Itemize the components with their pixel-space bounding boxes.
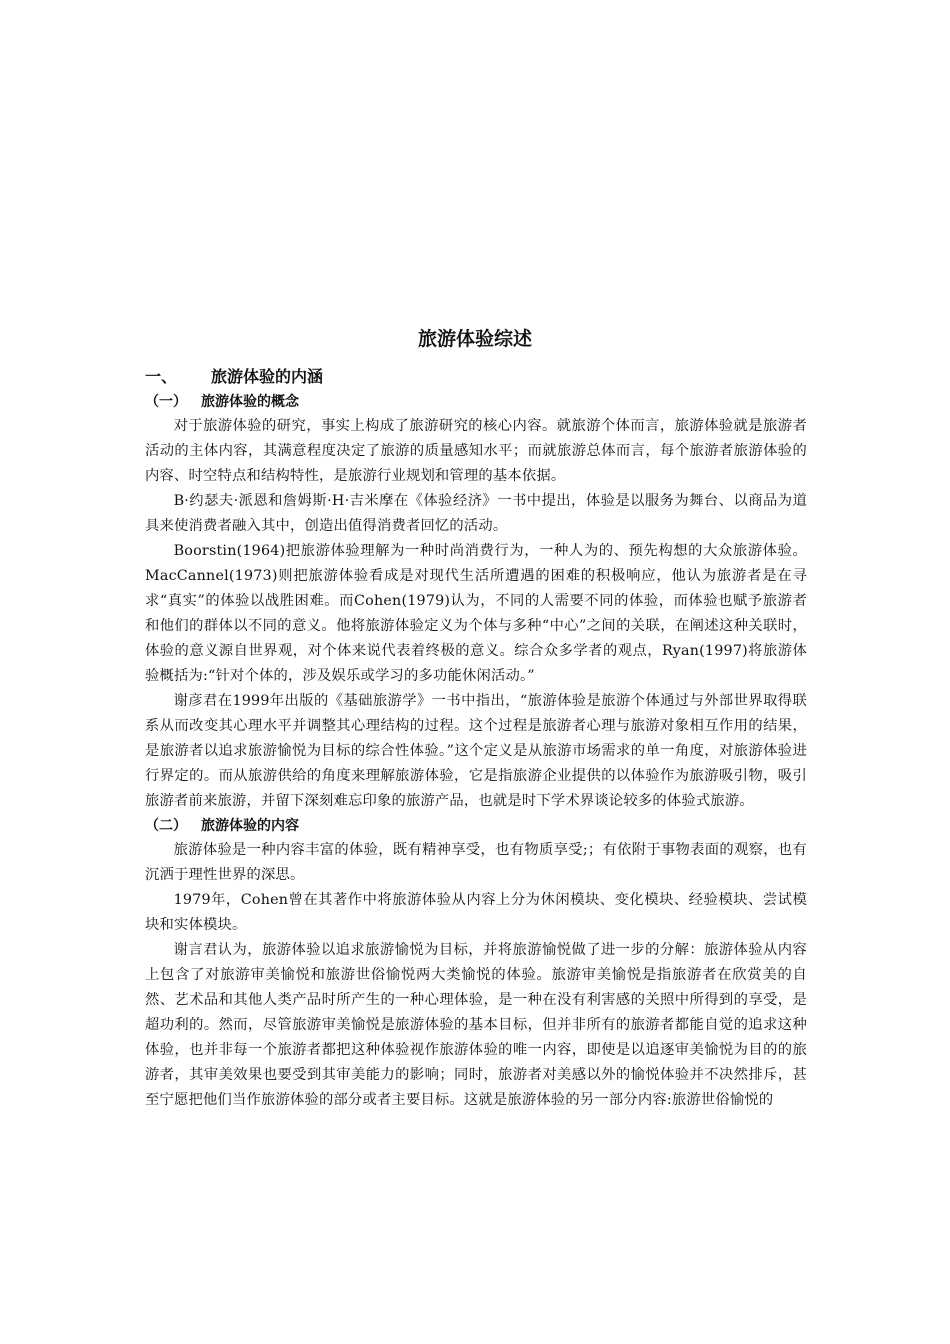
subsection-number: （一）: [145, 394, 187, 410]
paragraph: 谢言君认为，旅游体验以追求旅游愉悦为目标，并将旅游愉悦做了进一步的分解：旅游体验从内容上包含了对旅游审美愉悦和旅游世俗愉悦两大类愉悦的体验。旅游审美愉悦是指旅游者在欣赏美的自然、艺术品和其他人类产品时所产生的一种心理体验，是一种在没有利害感的关照中所得到的享受，是超功利的。然而，尽管旅游审美愉悦是旅游体验的基本目标，但并非所有的旅游者都能自觉的追求这种体验，也并非每一个旅游者都把这种体验视作旅游体验的唯一内容，即使是以追逐审美愉悦为目的的旅游者，其审美效果也要受到其审美能力的影响；同时，旅游者对美感以外的愉悦体验并不决然排斥，甚至宁愿把他们当作旅游体验的部分或者主要目标。这就是旅游体验的另一部分内容:旅游世俗愉悦的: [145, 942, 807, 1108]
subsection-title: 旅游体验的概念: [201, 394, 299, 410]
paragraph: 对于旅游体验的研究，事实上构成了旅游研究的核心内容。就旅游个体而言，旅游体验就是旅游者活动的主体内容，其满意程度决定了旅游的质量感知水平；而就旅游总体而言，每个旅游者旅游体验的内容、时空特点和结构特性，是旅游行业规划和管理的基本依据。: [145, 418, 807, 484]
document-title: 旅游体验综述: [417, 328, 532, 350]
subsection-heading: [145, 814, 807, 838]
subsection-heading: [145, 390, 807, 414]
paragraph: 1979年，Cohen曾在其著作中将旅游体验从内容上分为休闲模块、变化模块、经验模块、尝试模块和实体模块。: [145, 892, 807, 933]
subsection-number: （二）: [145, 818, 187, 834]
paragraph: 谢彦君在1999年出版的《基础旅游学》一书中指出，“旅游体验是旅游个体通过与外部世界取得联系从而改变其心理水平并调整其心理结构的过程。这个过程是旅游者心理与旅游对象相互作用的结果，是旅游者以追求旅游愉悦为目标的综合性体验。”这个定义是从旅游市场需求的单一角度，对旅游体验进行界定的。而从旅游供给的角度来理解旅游体验，它是指旅游企业提供的以体验作为旅游吸引物，吸引旅游者前来旅游，并留下深刻难忘印象的旅游产品，也就是时下学术界谈论较多的体验式旅游。: [145, 693, 807, 809]
paragraph: B·约瑟夫·派恩和詹姆斯·H·吉米摩在《体验经济》一书中提出，体验是以服务为舞台、以商品为道具来使消费者融入其中，创造出值得消费者回忆的活动。: [145, 493, 807, 534]
subsection-title: 旅游体验的内容: [201, 818, 299, 834]
paragraph: Boorstin(1964)把旅游体验理解为一种时尚消费行为，一种人为的、预先构想的大众旅游体验。MacCannel(1973)则把旅游体验看成是对现代生活所遭遇的困难的积极响应，他认为旅游者是在寻求“真实”的体验以战胜困难。而Cohen(1979)认为，不同的人需要不同的体验，而体验也赋予旅游者和他们的群体以不同的意义。他将旅游体验定义为个体与多种“中心”之间的关联，在阐述这种关联时，体验的意义源自世界观，对个体来说代表着终极的意义。综合众多学者的观点，Ryan(1997)将旅游体验概括为:“针对个体的，涉及娱乐或学习的多功能休闲活动。”: [145, 543, 807, 684]
section-title: 旅游体验的内涵: [211, 367, 324, 386]
document-body: [145, 364, 807, 1113]
section-number: 一、: [145, 367, 178, 386]
paragraph: 旅游体验是一种内容丰富的体验，既有精神享受，也有物质享受;；有依附于事物表面的观察，也有沉洒于理性世界的深思。: [145, 842, 807, 883]
section-heading: [145, 364, 807, 390]
